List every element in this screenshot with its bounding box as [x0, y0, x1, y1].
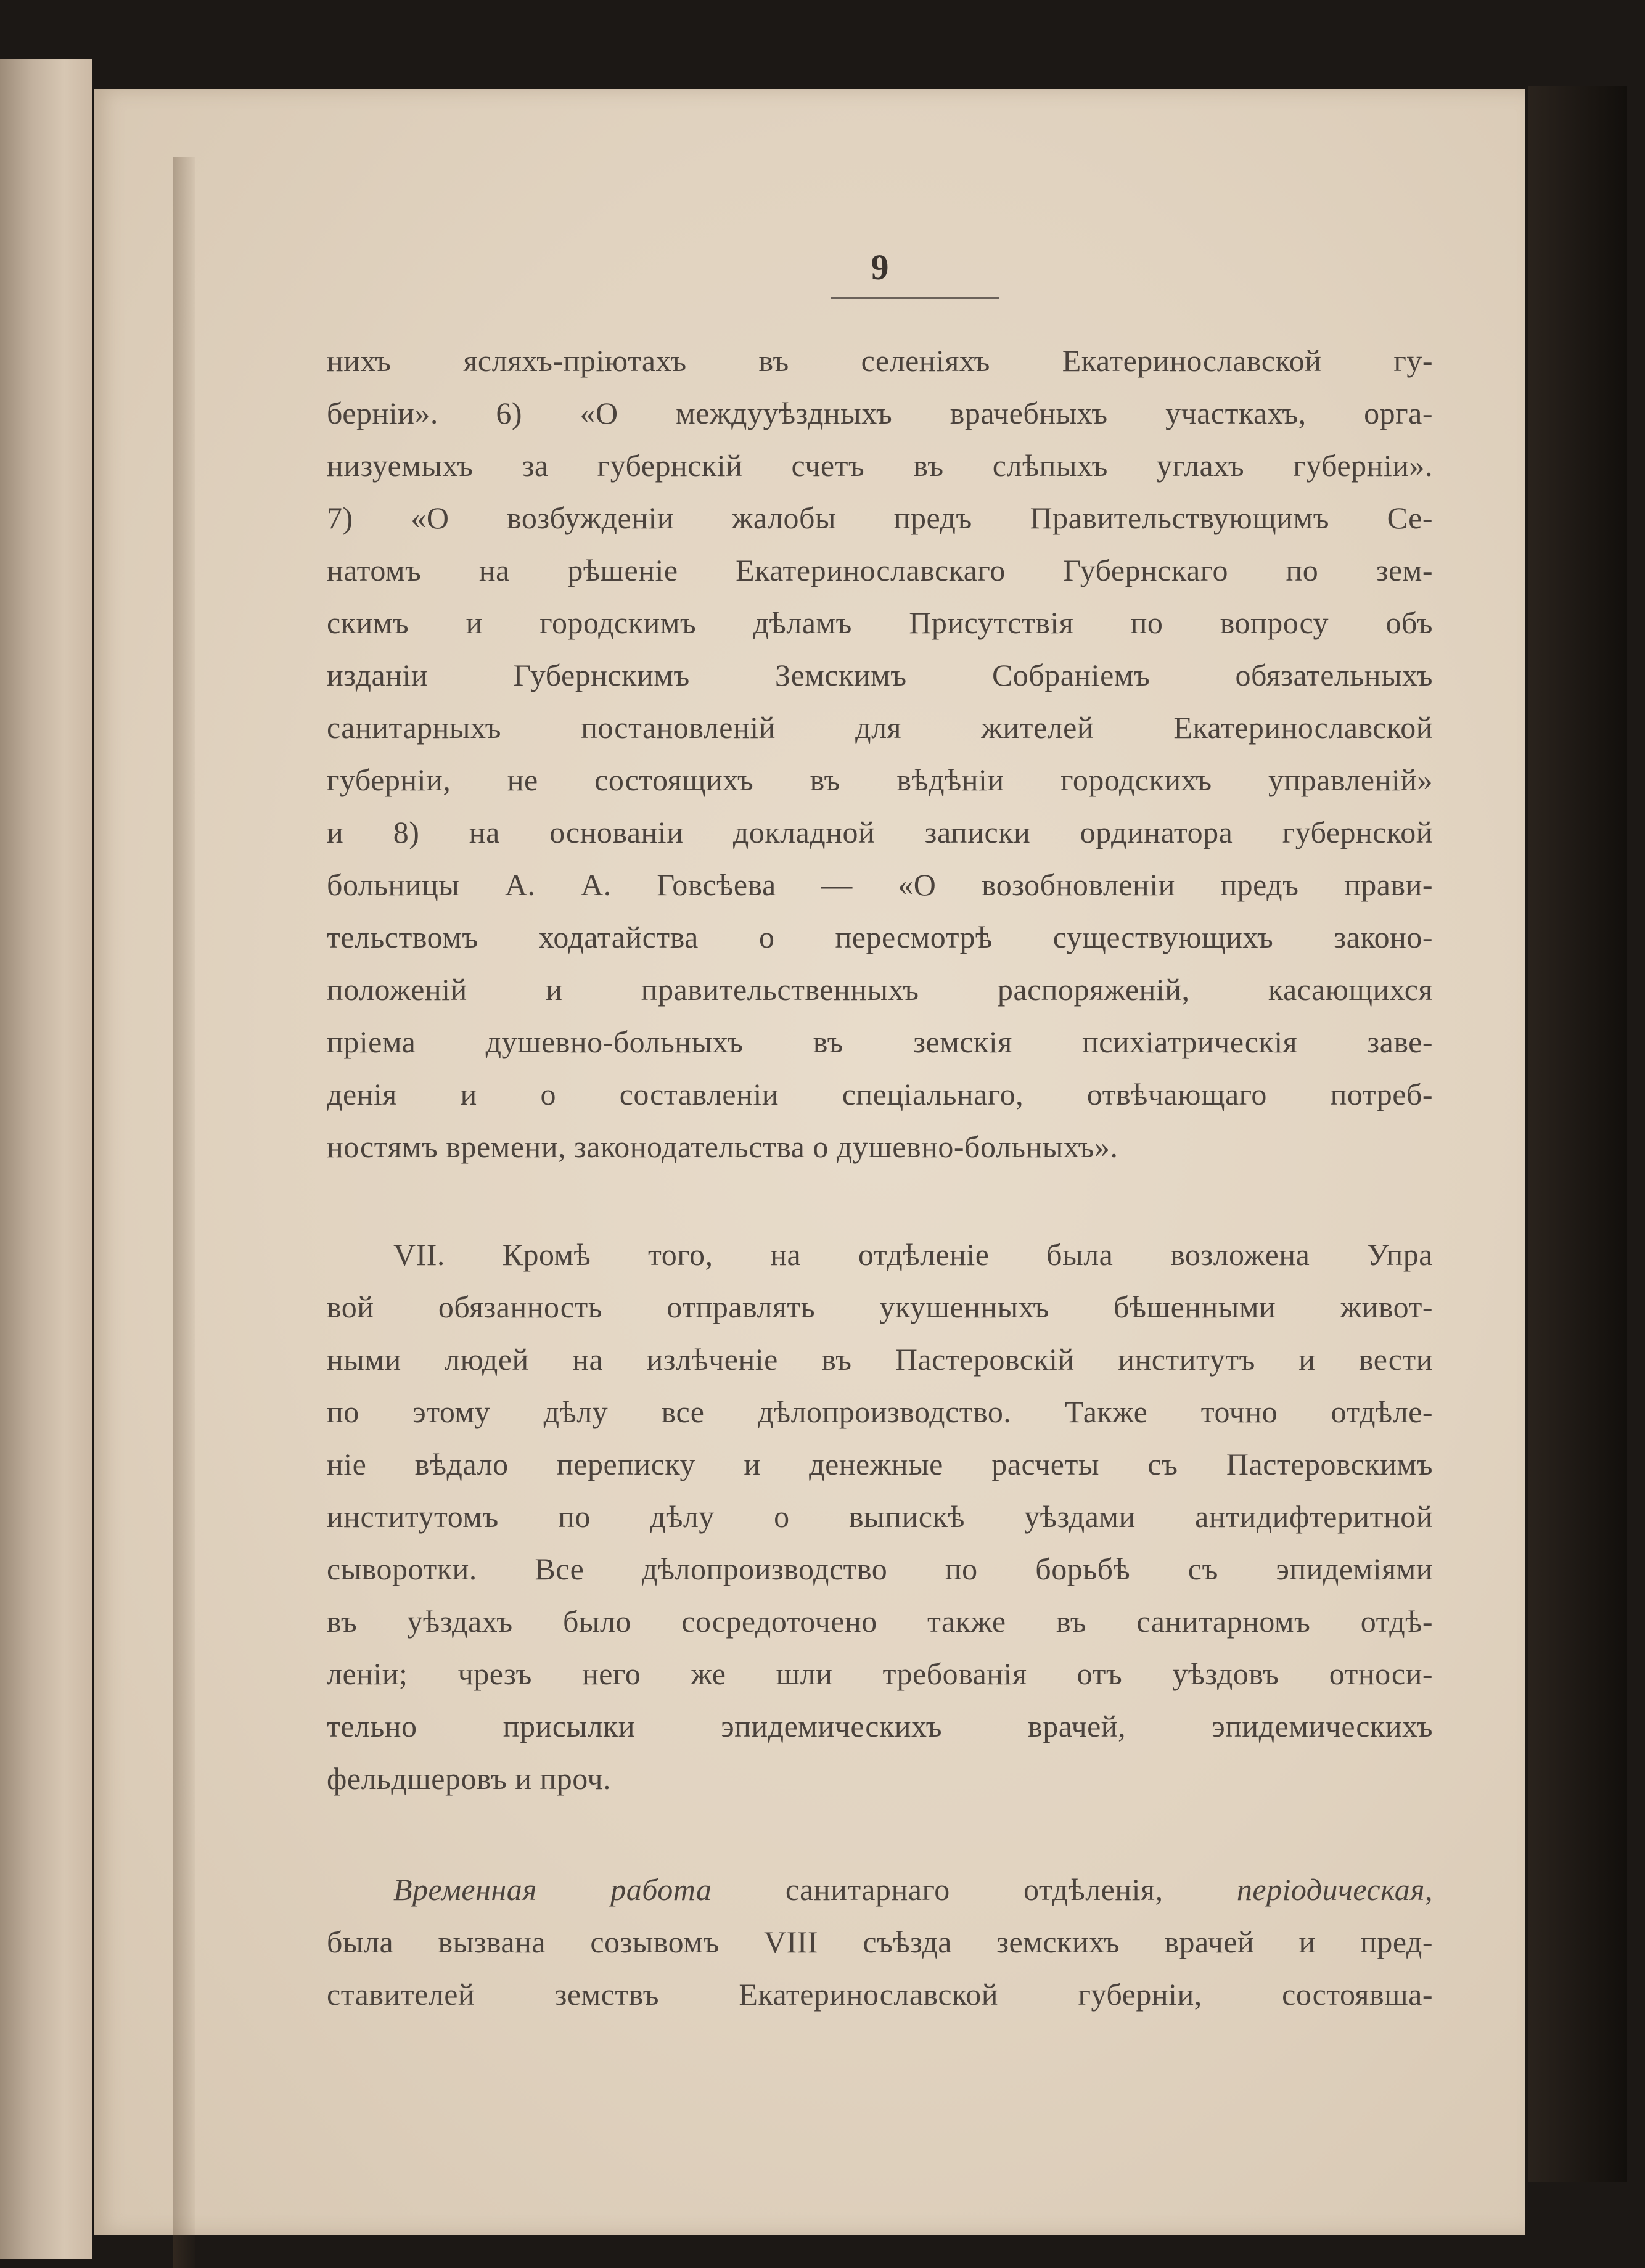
italic-phrase: Временная работа — [393, 1872, 712, 1907]
text-line: больницы А. А. Говсѣева — «О возобновленіи предъ прави- — [327, 867, 1433, 902]
text-line: нихъ ясляхъ-пріютахъ въ селеніяхъ Екатеринославской гу- — [327, 343, 1433, 378]
text-line: денія и о составленіи спеціальнаго, отвѣчающаго потреб- — [327, 1077, 1433, 1111]
previous-page-edge — [0, 59, 92, 2259]
text-line: берніи». 6) «О междууѣздныхъ врачебныхъ участкахъ, орга- — [327, 396, 1433, 430]
page-gutter-shadow — [173, 157, 195, 2268]
book-cover-edge — [1528, 86, 1627, 2182]
page-number: 9 — [871, 247, 889, 287]
text-line: губерніи, не состоящихъ въ вѣдѣніи городскихъ управленій» — [327, 763, 1433, 797]
text-line: по этому дѣлу все дѣлопроизводство. Также точно отдѣле- — [327, 1394, 1433, 1429]
book-page — [94, 89, 1525, 2235]
text-line: пріема душевно-больныхъ въ земскія психіатрическія заве- — [327, 1025, 1433, 1059]
text-line: тельно присылки эпидемическихъ врачей, эпидемическихъ — [327, 1709, 1433, 1743]
text-line: натомъ на рѣшеніе Екатеринославскаго Губернскаго по зем- — [327, 553, 1433, 587]
text-line: тельствомъ ходатайства о пересмотрѣ существующихъ законо- — [327, 920, 1433, 954]
text-line: санитарныхъ постановленій для жителей Екатеринославской — [327, 710, 1433, 745]
page-number-rule — [831, 297, 999, 299]
text-line — [327, 1865, 1433, 1914]
text-line: вой обязанность отправлять укушенныхъ бѣшенными живот- — [327, 1290, 1433, 1324]
text-line: ностямъ времени, законодательства о душевно-больныхъ». — [327, 1129, 1118, 1164]
text-run: санитарнаго отдѣленія, — [712, 1872, 1237, 1907]
text-line: леніи; чрезъ него же шли требованія отъ уѣздовъ относи- — [327, 1656, 1433, 1691]
text-line: скимъ и городскимъ дѣламъ Присутствія по вопросу объ — [327, 605, 1433, 640]
text-line: ными людей на излѣченіе въ Пастеровскій институтъ и вести — [327, 1342, 1433, 1377]
text-line: 7) «О возбужденіи жалобы предъ Правительствующимъ Се- — [327, 501, 1433, 535]
text-line: положеній и правительственныхъ распоряженій, касающихся — [327, 972, 1433, 1007]
text-line: фельдшеровъ и проч. — [327, 1761, 612, 1796]
text-line: низуемыхъ за губернскій счетъ въ слѣпыхъ углахъ губерніи». — [327, 448, 1433, 483]
text-line: и 8) на основаніи докладной записки ординатора губернской — [327, 815, 1433, 849]
text-run: , — [1425, 1872, 1433, 1907]
text-line: была вызвана созывомъ VIII съѣзда земскихъ врачей и пред- — [327, 1925, 1433, 1959]
text-line: институтомъ по дѣлу о выпискѣ уѣздами антидифтеритной — [327, 1499, 1433, 1534]
text-line: въ уѣздахъ было сосредоточено также въ санитарномъ отдѣ- — [327, 1604, 1433, 1639]
text-line: ставителей земствъ Екатеринославской губерніи, состоявша- — [327, 1977, 1433, 2012]
text-line: сыворотки. Все дѣлопроизводство по борьбѣ съ эпидеміями — [327, 1552, 1433, 1586]
text-line: изданіи Губернскимъ Земскимъ Собраніемъ обязательныхъ — [327, 658, 1433, 692]
text-line: VII. Кромѣ того, на отдѣленіе была возложена Упра — [393, 1237, 1433, 1272]
italic-phrase: періодическая — [1236, 1872, 1425, 1907]
text-line: ніе вѣдало переписку и денежные расчеты съ Пастеровскимъ — [327, 1447, 1433, 1481]
